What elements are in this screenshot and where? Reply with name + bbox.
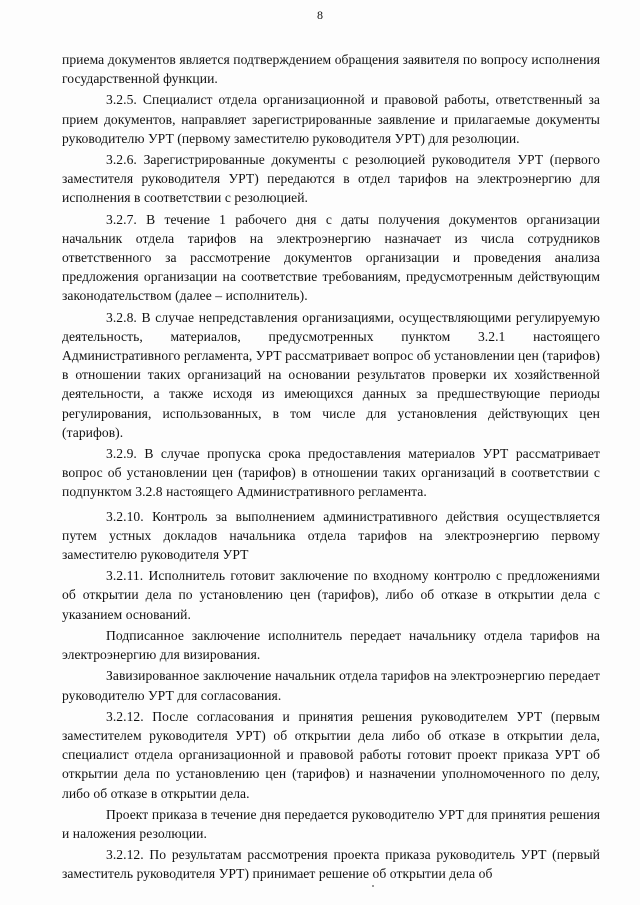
paragraph-draft-order: Проект приказа в течение дня передается руководителю УРТ для принятия решения и наложения резолюции.: [62, 806, 600, 841]
paragraph-3-2-7: 3.2.7. В течение 1 рабочего дня с даты получения документов организации начальник отдела тарифов на электроэнергию назначает из числа сотрудников ответственного за рассмотрение документов организации и проведения анализа предложения организации на соответствие требованиям, предусмотренным действующим законодательством (далее – исполнитель).: [62, 211, 600, 304]
paragraph-3-2-12-decision: 3.2.12. По результатам рассмотрения проекта приказа руководитель УРТ (первый заместитель руководителя УРТ) принимает решение об открытии дела об: [62, 847, 600, 882]
paragraph-3-2-9: 3.2.9. В случае пропуска срока предоставления материалов УРТ рассматривает вопрос об установлении цен (тарифов) в отношении таких организаций в соответствии с подпунктом 3.2.8 настоящего Административного регламента.: [62, 446, 600, 500]
paragraph-signed-conclusion: Подписанное заключение исполнитель передает начальнику отдела тарифов на электроэнергию для визирования.: [62, 627, 600, 663]
paragraph-3-2-8: 3.2.8. В случае непредставления организациями, осуществляющими регулируемую деятельность, материалов, предусмотренных пунктом 3.2.1 настоящего Административного регламента, УРТ рассматривает вопрос об установлении цен (тарифов) в отношении таких организаций на основании результатов проверки их хозяйственной деятельности, а также исходя из имеющихся данных за предшествующие периоды регулирования, использованных, в том числе для установления действующих цен (тарифов).: [62, 309, 600, 440]
paragraph-endorsed-conclusion: Завизированное заключение начальник отдела тарифов на электроэнергию передает руководителю УРТ для согласования.: [62, 668, 600, 703]
paragraph-3-2-6: 3.2.6. Зарегистрированные документы с резолюцией руководителя УРТ (первого заместителя руководителя УРТ) передаются в отдел тарифов на электроэнергию для исполнения в соответствии с резолюцией.: [62, 152, 600, 206]
page-number: 8: [317, 8, 323, 22]
paragraph-3-2-10: 3.2.10. Контроль за выполнением административного действия осуществляется путем устных докладов начальника отдела тарифов на электроэнергию первому заместителю руководителя УРТ: [62, 508, 600, 563]
paragraph-3-2-11: 3.2.11. Исполнитель готовит заключение по входному контролю с предложениями об открытии дела по установлению цен (тарифов), либо об отказе в открытии дела с указанием оснований.: [62, 568, 600, 622]
paragraph-3-2-5: 3.2.5. Специалист отдела организационной и правовой работы, ответственный за прием документов, направляет зарегистрированные заявление и прилагаемые документы руководителю УРТ (первому заместителю руководителя УРТ) для резолюции.: [62, 92, 600, 146]
paragraph-continuation: приема документов является подтверждением обращения заявителя по вопросу исполнения государственной функции.: [62, 52, 600, 87]
scan-speck: [372, 885, 374, 887]
document-body: [62, 50, 600, 884]
paragraph-3-2-12-approval: 3.2.12. После согласования и принятия решения руководителем УРТ (первым заместителем руководителя УРТ) об открытии дела либо об отказе в открытии дела, специалист отдела организационной и правовой работы готовит проект приказа УРТ об открытии дела по установлению цен (тарифов) и назначении уполномоченного по делу, либо об отказе в открытии дела.: [62, 708, 600, 801]
